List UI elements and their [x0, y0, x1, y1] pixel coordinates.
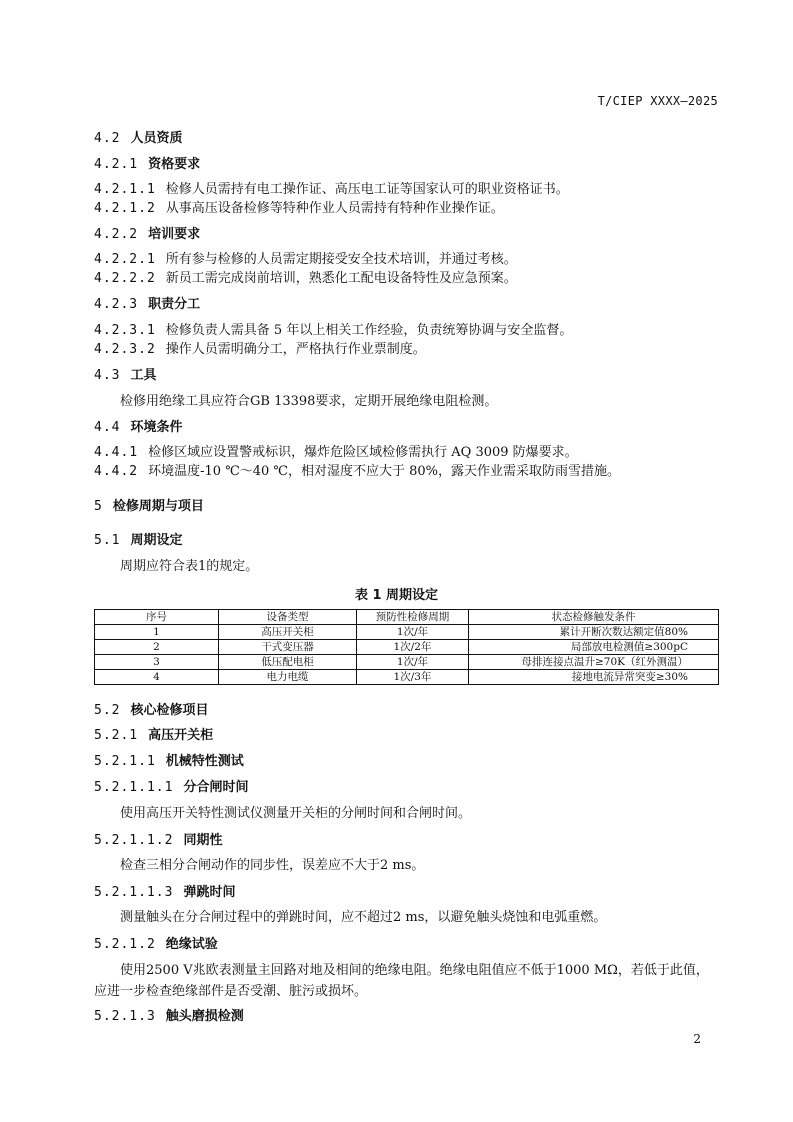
- table-cell: 3: [95, 655, 219, 670]
- heading-text: 职责分工: [148, 297, 201, 312]
- paragraph-period: [120, 559, 258, 575]
- heading-5-2-1-1-3: [94, 885, 235, 901]
- heading-5-2-1: [94, 728, 213, 744]
- paragraph-text: 周期应符合表1的规定。: [120, 559, 259, 574]
- table-cell: 局部放电检测值≥300pC: [469, 640, 719, 655]
- table-header-row: [95, 610, 719, 625]
- paragraph-tools: [120, 394, 497, 410]
- heading-5-2: [94, 703, 209, 719]
- clause-text: 新员工需完成岗前培训，熟悉化工配电设备特性及应急预案。: [165, 271, 517, 286]
- table-row: [95, 670, 719, 685]
- heading-5-2-1-2: [94, 937, 218, 953]
- clause-text: 检修人员需持有电工操作证、高压电工证等国家认可的职业资格证书。: [165, 182, 569, 197]
- heading-text: 机械特性测试: [165, 754, 244, 769]
- section-number: 4.2: [94, 131, 121, 146]
- table-row: [95, 655, 719, 670]
- heading-text: 绝缘试验: [165, 937, 218, 952]
- section-number: 4.2.2: [94, 227, 139, 242]
- heading-5-2-1-1-2: [94, 833, 222, 849]
- header-cell: 序号: [95, 610, 219, 625]
- heading-text: 周期设定: [130, 533, 183, 548]
- paragraph-insulation-test: 使用2500 V兆欧表测量主回路对地及相间的绝缘电阻。绝缘电阻值应不低于1000 MΩ，若低于此值，应进一步检查绝缘部件是否受潮、脏污或损坏。: [94, 963, 709, 999]
- table-cell: 高压开关柜: [219, 625, 357, 640]
- clause-4-2-3-1: [94, 323, 572, 339]
- section-number: 4.2.3.1: [94, 323, 156, 338]
- table-cell: 累计开断次数达额定值80%: [469, 625, 719, 640]
- paragraph-text: 检修用绝缘工具应符合GB 13398要求，定期开展绝缘电阻检测。: [120, 394, 498, 409]
- section-number: 5.2.1.2: [94, 937, 156, 952]
- heading-text: 高压开关柜: [148, 728, 214, 743]
- table-cell: 2: [95, 640, 219, 655]
- section-number: 5.2: [94, 703, 121, 718]
- heading-4-2-1: [94, 157, 200, 173]
- table-caption: 表 1 周期设定: [354, 588, 439, 603]
- section-number: 4.4: [94, 420, 121, 435]
- heading-text: 培训要求: [148, 227, 201, 242]
- table-row: [95, 640, 719, 655]
- paragraph-text: 测量触头在分合闸过程中的弹跳时间，应不超过2 ms，以避免触头烧蚀和电弧重燃。: [120, 910, 607, 925]
- heading-5-2-1-3: [94, 1009, 244, 1025]
- section-number: 5.2.1.1.2: [94, 833, 174, 848]
- document-code: T/CIEP XXXX—2025: [597, 94, 718, 108]
- heading-text: 工具: [130, 368, 157, 383]
- clause-text: 检修区域应设置警戒标识，爆炸危险区域检修需执行 AQ 3009 防爆要求。: [148, 445, 578, 460]
- table-cell: 母排连接点温升≥70K（红外测温）: [469, 655, 719, 670]
- heading-5: [94, 499, 204, 515]
- heading-text: 资格要求: [148, 157, 201, 172]
- clause-4-2-2-2: [94, 271, 517, 287]
- table-cell: 电力电缆: [219, 670, 357, 685]
- clause-4-2-1-1: [94, 182, 569, 198]
- table-cell: 1: [95, 625, 219, 640]
- table-row: [95, 625, 719, 640]
- heading-4-4: [94, 420, 183, 436]
- heading-4-2: [94, 131, 183, 147]
- table-cell: 1次/3年: [357, 670, 469, 685]
- section-number: 4.3: [94, 368, 121, 383]
- clause-4-2-2-1: [94, 252, 517, 268]
- section-number: 5: [94, 499, 103, 514]
- section-number: 4.4.2: [94, 464, 139, 479]
- section-number: 4.4.1: [94, 445, 139, 460]
- clause-4-2-3-2: [94, 342, 426, 358]
- heading-text: 人员资质: [130, 131, 183, 146]
- section-number: 5.2.1.1.3: [94, 885, 174, 900]
- table-cell: 干式变压器: [219, 640, 357, 655]
- section-number: 5.2.1: [94, 728, 139, 743]
- clause-4-4-2: [94, 464, 620, 480]
- page-number: 2: [693, 1032, 701, 1046]
- table-cell: 1次/年: [357, 655, 469, 670]
- paragraph-text: 使用高压开关特性测试仪测量开关柜的分闸时间和合闸时间。: [120, 806, 472, 821]
- section-number: 4.2.3.2: [94, 342, 156, 357]
- clause-4-4-1: [94, 445, 578, 461]
- section-number: 4.2.1.1: [94, 182, 156, 197]
- clause-text: 环境温度-10 ℃～40 ℃，相对湿度不应大于 80%，露天作业需采取防雨雪措施。: [148, 464, 620, 479]
- section-number: 4.2.3: [94, 297, 139, 312]
- clause-4-2-1-2: [94, 201, 504, 217]
- section-number: 4.2.2.1: [94, 252, 156, 267]
- heading-5-1: [94, 533, 183, 549]
- table-cell: 接地电流异常突变≥30%: [469, 670, 719, 685]
- heading-4-3: [94, 368, 157, 384]
- paragraph-synchronicity: [120, 858, 424, 874]
- heading-text: 核心检修项目: [130, 703, 209, 718]
- paragraph-bounce-time: [120, 910, 606, 926]
- period-table: [94, 609, 719, 685]
- clause-text: 检修负责人需具备 5 年以上相关工作经验，负责统筹协调与安全监督。: [165, 323, 573, 338]
- clause-text: 从事高压设备检修等特种作业人员需持有特种作业操作证。: [165, 201, 504, 216]
- table-cell: 1次/2年: [357, 640, 469, 655]
- table-cell: 4: [95, 670, 219, 685]
- clause-text: 操作人员需明确分工，严格执行作业票制度。: [165, 342, 426, 357]
- heading-text: 触头磨损检测: [165, 1009, 244, 1024]
- table-cell: 低压配电柜: [219, 655, 357, 670]
- section-number: 4.2.2.2: [94, 271, 156, 286]
- clause-text: 所有参与检修的人员需定期接受安全技术培训，并通过考核。: [165, 252, 517, 267]
- heading-4-2-3: [94, 297, 200, 313]
- section-number: 5.2.1.3: [94, 1009, 156, 1024]
- heading-5-2-1-1: [94, 754, 244, 770]
- heading-text: 同期性: [183, 833, 223, 848]
- paragraph-switch-time: [120, 806, 471, 822]
- table-cell: 1次/年: [357, 625, 469, 640]
- heading-4-2-2: [94, 227, 200, 243]
- section-number: 5.1: [94, 533, 121, 548]
- heading-text: 分合闸时间: [183, 780, 249, 795]
- heading-text: 弹跳时间: [183, 885, 236, 900]
- heading-text: 检修周期与项目: [112, 499, 204, 514]
- section-number: 5.2.1.1: [94, 754, 156, 769]
- heading-text: 环境条件: [130, 420, 183, 435]
- section-number: 5.2.1.1.1: [94, 780, 174, 795]
- section-number: 4.2.1.2: [94, 201, 156, 216]
- heading-5-2-1-1-1: [94, 780, 248, 796]
- header-cell: 设备类型: [219, 610, 357, 625]
- section-number: 4.2.1: [94, 157, 139, 172]
- paragraph-text: 检查三相分合闸动作的同步性，误差应不大于2 ms。: [120, 858, 425, 873]
- header-cell: 预防性检修周期: [357, 610, 469, 625]
- header-cell: 状态检修触发条件: [469, 610, 719, 625]
